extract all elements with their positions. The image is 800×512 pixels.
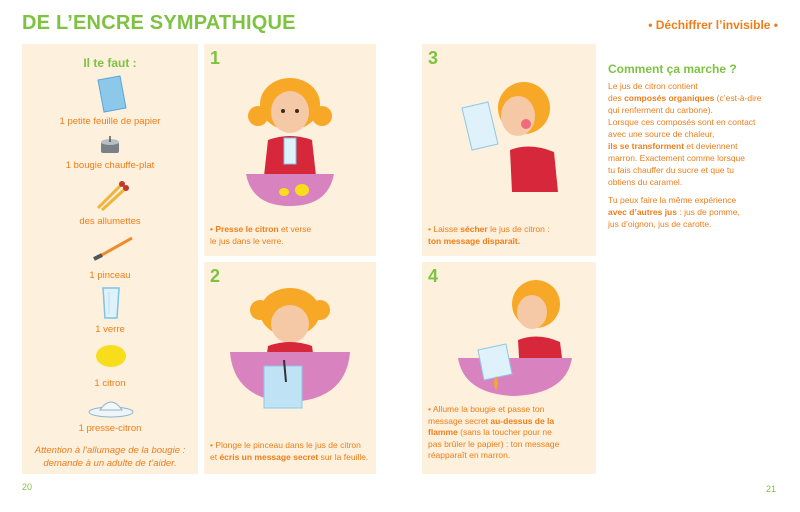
step-3-caption xyxy=(428,224,592,247)
caption-text: et xyxy=(210,451,220,462)
warning-line: demande à un adulte de t’aider. xyxy=(43,458,177,469)
girl-writing-illustration xyxy=(230,280,350,430)
explanation-line: Lorsque ces composés sont en contact xyxy=(608,117,756,127)
explanation-line: tu fais chauffer du sucre et que tu xyxy=(608,165,735,175)
caption-bold: au-dessus de la xyxy=(490,415,555,426)
caption-bold: sécher xyxy=(460,224,488,234)
page-number-right: 21 xyxy=(766,484,777,494)
caption-text: pas brûler le papier) : ton message xyxy=(428,438,560,449)
explanation-line: Tu peux faire la même expérience xyxy=(608,195,737,205)
explanation-line: des xyxy=(608,93,625,103)
caption-text: sur la feuille. xyxy=(318,451,369,462)
caption-bold: • Presse le citron xyxy=(210,224,279,234)
explanation-line: obtiens du caramel. xyxy=(608,177,683,187)
step-3-panel xyxy=(422,44,596,256)
caption-text: (sans la toucher pour ne xyxy=(457,427,552,437)
caption-bold: ton message disparaît. xyxy=(428,235,521,246)
explanation-bold: composés organiques xyxy=(624,93,715,103)
material-label: 1 citron xyxy=(94,378,126,389)
girl-heating-paper-illustration xyxy=(456,270,572,400)
candle-icon xyxy=(98,134,122,156)
step-number: 1 xyxy=(210,48,221,68)
explanation-line: et deviennent xyxy=(684,141,738,151)
explanation-line: avec une source de chaleur, xyxy=(608,129,715,139)
pink-bowl-illustration xyxy=(244,172,336,208)
caption-text: • Plonge le pinceau dans le jus de citron xyxy=(210,440,361,450)
material-label: 1 verre xyxy=(95,324,125,335)
step-2-caption xyxy=(210,440,376,463)
step-number: 2 xyxy=(210,266,221,286)
explanation-line: qui renferment du carbone). xyxy=(608,105,713,115)
page-number-left: 20 xyxy=(22,482,33,492)
explanation-paragraph xyxy=(608,194,778,230)
girl-blowing-paper-illustration xyxy=(458,68,568,218)
safety-warning xyxy=(28,444,192,470)
explanation-bold: avec d’autres jus xyxy=(608,207,677,217)
lemon-icon xyxy=(94,342,128,370)
material-label: 1 presse-citron xyxy=(78,423,142,434)
caption-text: le jus de citron : xyxy=(487,224,550,234)
step-1-caption xyxy=(210,224,370,247)
matches-icon xyxy=(92,178,132,212)
step-4-caption xyxy=(428,404,592,462)
caption-text: le jus dans le verre. xyxy=(210,235,284,246)
juicer-icon xyxy=(86,394,136,418)
explanation-line: (c’est-à-dire xyxy=(714,93,762,103)
materials-heading: Il te faut : xyxy=(83,56,137,70)
caption-bold: écris un message secret xyxy=(219,451,319,462)
step-2-panel xyxy=(204,262,376,474)
caption-text: message secret xyxy=(428,415,491,426)
step-number: 3 xyxy=(428,48,439,68)
materials-panel xyxy=(22,44,198,474)
page-title: DE L’ENCRE SYMPATHIQUE xyxy=(22,12,296,34)
explanation-bold: ils se transforment xyxy=(608,141,685,151)
caption-bold: flamme xyxy=(428,427,458,437)
caption-text: • Allume la bougie et passe ton xyxy=(428,404,545,414)
material-label: des allumettes xyxy=(79,216,141,227)
explanation-line: Le jus de citron contient xyxy=(608,81,698,91)
explanation-line: jus d’oignon, jus de carotte. xyxy=(608,219,712,229)
warning-line: Attention à l’allumage de la bougie : xyxy=(34,445,186,456)
brush-icon xyxy=(88,234,134,262)
material-label: 1 petite feuille de papier xyxy=(59,116,161,127)
caption-text: réapparaît en marron. xyxy=(428,450,511,460)
section-tag: • Déchiffrer l’invisible • xyxy=(648,18,778,32)
caption-text: • Laisse xyxy=(428,224,461,234)
material-label: 1 pinceau xyxy=(89,270,131,281)
explanation-line: marron. Exactement comme lorsque xyxy=(608,153,745,163)
paper-icon xyxy=(94,74,128,114)
step-4-panel xyxy=(422,262,596,474)
explanation-heading: Comment ça marche ? xyxy=(608,62,737,76)
step-number: 4 xyxy=(428,266,439,286)
explanation-line: : jus de pomme, xyxy=(676,207,740,217)
caption-text: et verse xyxy=(278,224,312,234)
glass-icon xyxy=(100,286,122,320)
explanation-paragraph xyxy=(608,80,778,188)
step-1-panel xyxy=(204,44,376,256)
material-label: 1 bougie chauffe-plat xyxy=(65,160,155,171)
